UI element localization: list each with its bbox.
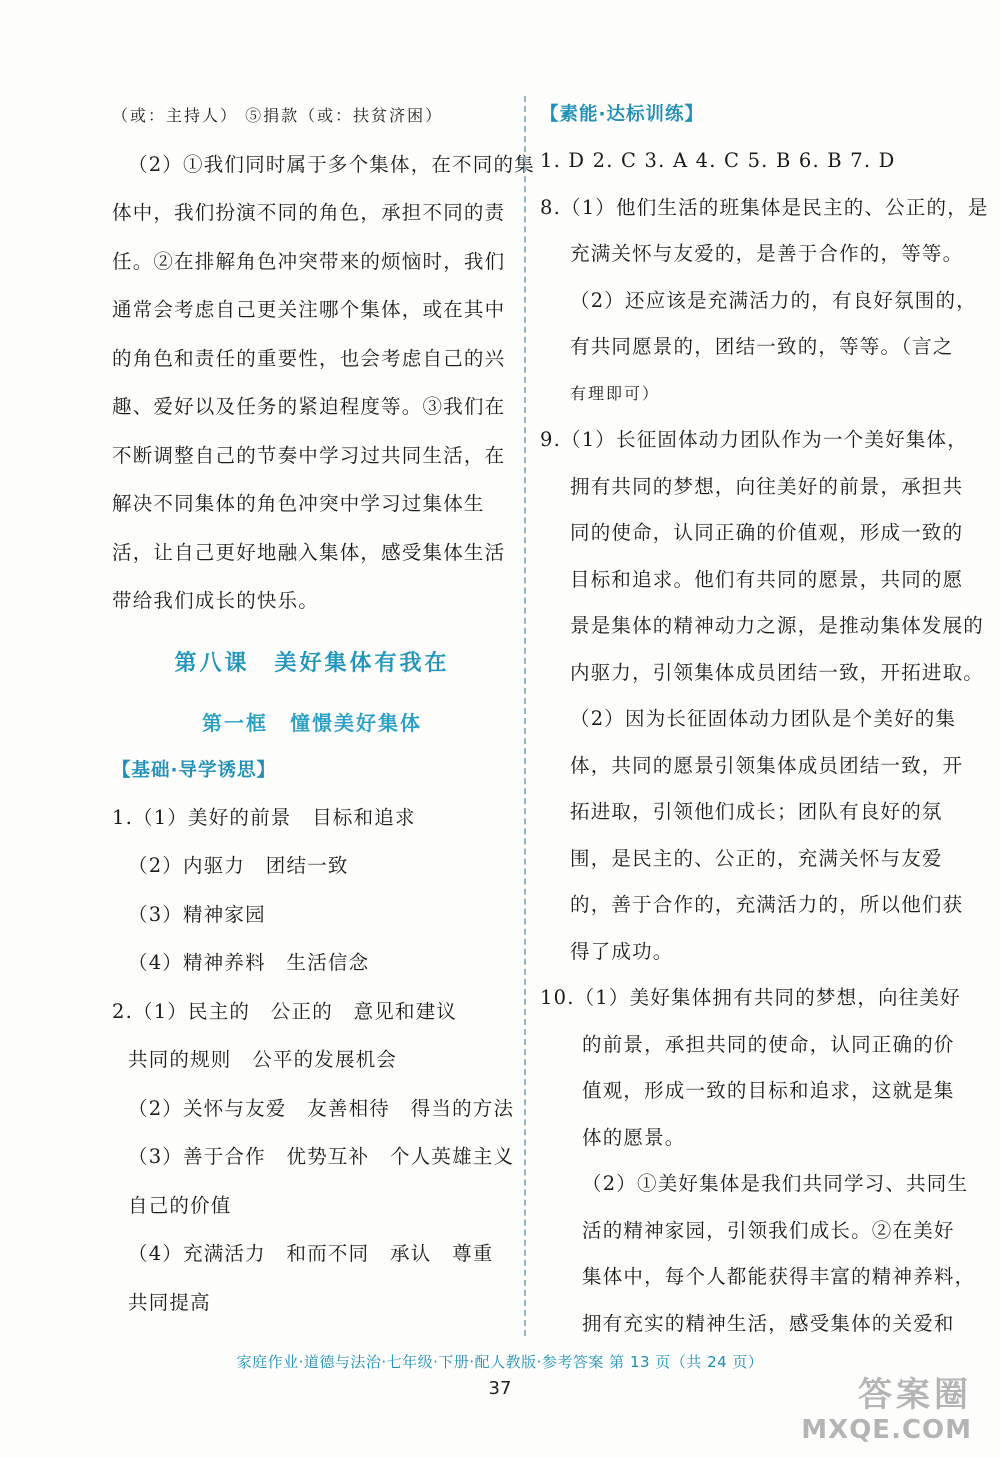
answer-line: 9.（1）长征固体动力团队作为一个美好集体，	[540, 428, 968, 451]
column-divider	[524, 96, 526, 1336]
answer-line: 的，善于合作的，充满活力的，所以他们获	[570, 893, 964, 916]
text-line: （2）①我们同时属于多个集体，在不同的集	[128, 152, 535, 176]
answer-line: 拥有共同的梦想，向往美好的前景，承担共	[570, 474, 964, 498]
watermark-url: MXQE.COM	[801, 1415, 972, 1445]
answer-line: （4）充满活力 和而不同 承认 尊重	[128, 1242, 494, 1265]
section-tag-basic: 【基础·导学诱思】	[112, 759, 277, 781]
text-line: 不断调整自己的节奏中学习过共同生活，在	[112, 443, 506, 467]
answer-line: 拓进取，引领他们成长；团队有良好的氛	[570, 800, 943, 823]
frame-title: 第一框 憧憬美好集体	[202, 710, 422, 735]
left-column	[112, 92, 535, 1327]
answer-line: （2）关怀与友爱 友善相待 得当的方法	[128, 1096, 515, 1120]
lesson-title: 第八课 美好集体有我在	[174, 650, 450, 676]
answer-line: 的前景，承担共同的使命，认同正确的价	[582, 1032, 955, 1056]
text-line: 带给我们成长的快乐。	[112, 589, 320, 612]
answer-line: 充满关怀与友爱的，是善于合作的，等等。	[570, 242, 964, 265]
answer-line: 10.（1）美好集体拥有共同的梦想，向往美好	[540, 986, 961, 1009]
answer-line: 集体中，每个人都能获得丰富的精神养料，	[582, 1265, 976, 1288]
answer-line: 景是集体的精神动力之源，是推动集体发展的	[570, 614, 985, 637]
text-line: 通常会考虑自己更关注哪个集体，或在其中	[112, 298, 506, 321]
text-line: 任。②在排解角色冲突带来的烦恼时，我们	[112, 249, 506, 273]
answer-line: 有共同愿景的，团结一致的，等等。（言之	[570, 335, 954, 358]
answer-line: （4）精神养料 生活信念	[128, 951, 370, 974]
answer-line: （3）精神家园	[128, 902, 266, 926]
answer-line: （2）因为长征固体动力团队是个美好的集	[570, 707, 957, 730]
answer-line: 8.（1）他们生活的班集体是民主的、公正的，是	[540, 195, 989, 219]
text-line: 的角色和责任的重要性，也会考虑自己的兴	[112, 346, 506, 370]
answer-line: 2.（1）民主的 公正的 意见和建议	[112, 999, 458, 1023]
answer-line: （2）内驱力 团结一致	[128, 854, 349, 877]
answer-line: 体的愿景。	[582, 1125, 686, 1149]
answer-line: 共同提高	[128, 1290, 211, 1314]
page-number: 37	[488, 1378, 512, 1399]
answer-line: （3）善于合作 优势互补 个人英雄主义	[128, 1145, 515, 1168]
answer-line: 内驱力，引领集体成员团结一致，开拓进取。	[570, 660, 985, 684]
answer-line: 目标和追求。他们有共同的愿景，共同的愿	[570, 567, 964, 591]
page-footer: 家庭作业·道德与法治·七年级·下册·配人教版·参考答案 第 13 页（共 24 页）	[236, 1353, 764, 1371]
answer-line: 自己的价值	[128, 1193, 232, 1217]
answer-line: 有理即可）	[570, 383, 661, 403]
answer-line: 共同的规则 公平的发展机会	[128, 1048, 398, 1071]
answer-line: 拥有充实的精神生活，感受集体的关爱和	[582, 1311, 955, 1335]
watermark-text: 答案圈	[858, 1375, 972, 1415]
text-line: 趣、爱好以及任务的紧迫程度等。③我们在	[112, 395, 506, 418]
answer-line: 1.（1）美好的前景 目标和追求	[112, 805, 416, 829]
answer-line: 同的使命，认同正确的价值观，形成一致的	[570, 521, 964, 544]
watermark-logo	[742, 1375, 972, 1450]
section-tag-training: 【素能·达标训练】	[540, 104, 705, 125]
answer-line: 围，是民主的、公正的，充满关怀与友爱	[570, 846, 943, 870]
answer-line: 体，共同的愿景引领集体成员团结一致，开	[570, 753, 964, 777]
answer-line: 值观，形成一致的目标和追求，这就是集	[582, 1079, 955, 1102]
answer-line: 得了成功。	[570, 939, 674, 963]
text-line: 体中，我们扮演不同的角色，承担不同的责	[112, 201, 506, 224]
answer-line: （2）还应该是充满活力的，有良好氛围的，	[570, 288, 977, 312]
answer-line: 1. D 2. C 3. A 4. C 5. B 6. B 7. D	[540, 149, 896, 172]
answer-line: （2）①美好集体是我们共同学习、共同生	[582, 1172, 969, 1195]
text-line: （或：主持人） ⑤捐款（或：扶贫济困）	[112, 106, 444, 125]
text-line: 解决不同集体的角色冲突中学习过集体生	[112, 492, 485, 515]
text-line: 活，让自己更好地融入集体，感受集体生活	[112, 540, 506, 564]
right-column	[540, 92, 989, 1347]
answer-line: 活的精神家园，引领我们成长。②在美好	[582, 1218, 955, 1242]
